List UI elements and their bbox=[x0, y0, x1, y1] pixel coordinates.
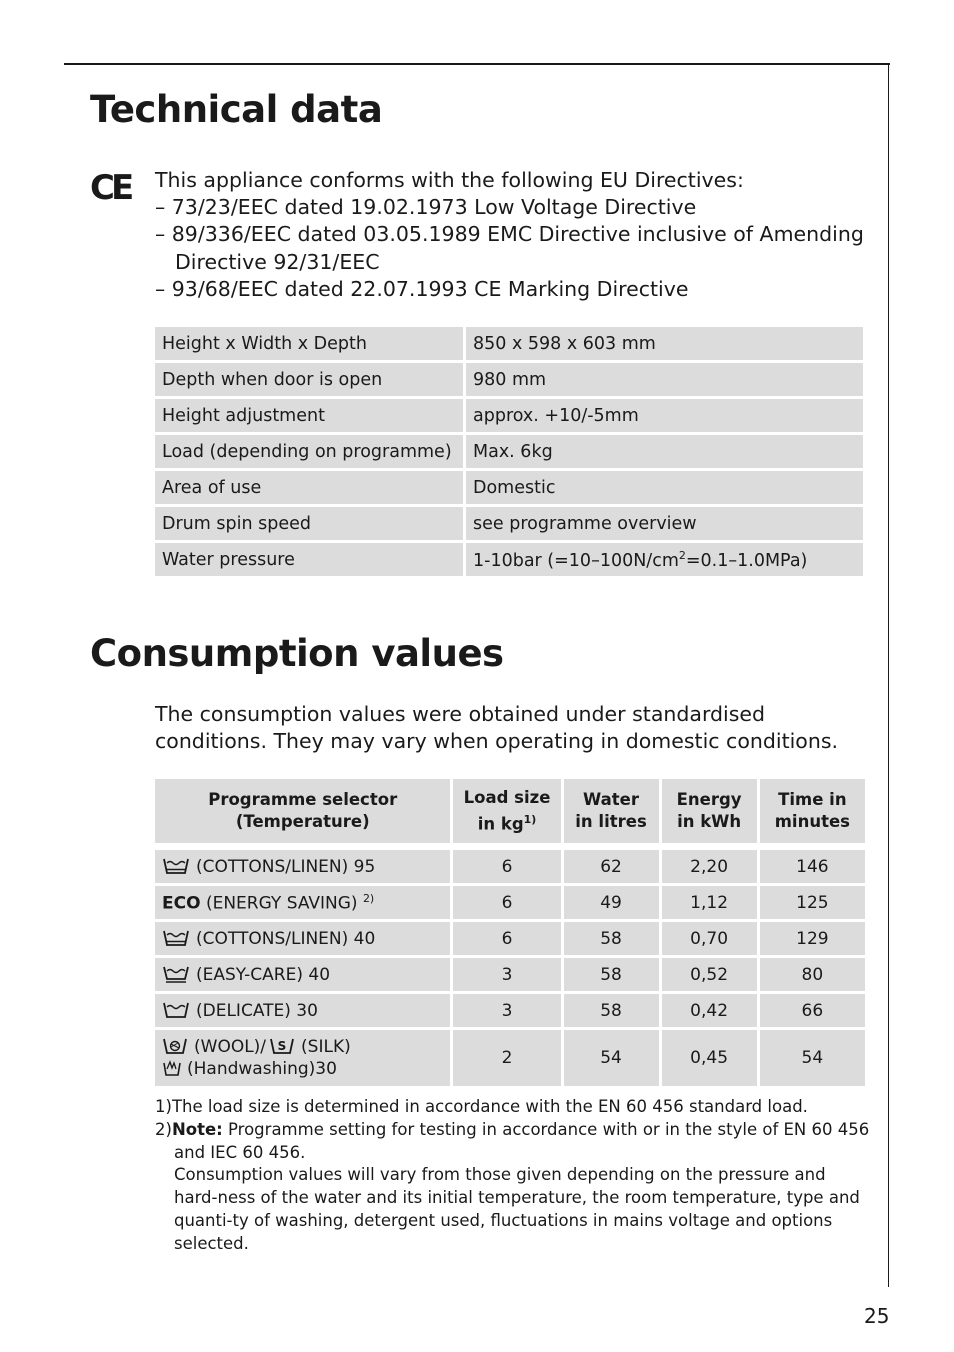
technical-data-table bbox=[155, 324, 863, 579]
technical-data-title: Technical data bbox=[90, 88, 383, 131]
footnote-1 bbox=[155, 1096, 870, 1119]
side-rule bbox=[888, 63, 889, 1287]
spec-label: Height x Width x Depth bbox=[155, 327, 466, 360]
spec-value: see programme overview bbox=[466, 507, 863, 540]
spec-value: 980 mm bbox=[466, 363, 863, 396]
water-value: 54 bbox=[561, 1030, 659, 1086]
table-row bbox=[155, 922, 865, 955]
table-row bbox=[155, 399, 863, 432]
programme-name: (COTTONS/LINEN) 95 bbox=[196, 856, 376, 877]
spec-value bbox=[466, 543, 863, 576]
pressure-exponent: 2 bbox=[678, 548, 686, 562]
directives-lead: This appliance conforms with the following EU Directives: bbox=[155, 168, 744, 192]
time-value: 125 bbox=[757, 886, 865, 919]
spec-label: Load (depending on programme) bbox=[155, 435, 466, 468]
water-value: 58 bbox=[561, 922, 659, 955]
water-value: 62 bbox=[561, 850, 659, 883]
header-text: Time in bbox=[778, 790, 847, 809]
energy-value: 0,52 bbox=[659, 958, 757, 991]
table-row bbox=[155, 471, 863, 504]
footnote-text: Consumption values will vary from those given depending on the pressure and hard-ness of the water and its initial temperature, the room temperature, type and quanti-ty of washing, detergent used, fluctuations in mains voltage and options selected. bbox=[174, 1165, 860, 1253]
consumption-intro: The consumption values were obtained under standardised conditions. They may vary when operating in domestic conditions. bbox=[155, 702, 839, 754]
load-value: 3 bbox=[450, 994, 560, 1027]
water-value: 58 bbox=[561, 994, 659, 1027]
consumption-values-title: Consumption values bbox=[90, 632, 504, 675]
footnotes bbox=[155, 1096, 870, 1256]
energy-value: 0,45 bbox=[659, 1030, 757, 1086]
col-load bbox=[450, 779, 560, 847]
energy-value: 2,20 bbox=[659, 850, 757, 883]
programme-name: (DELICATE) 30 bbox=[196, 1000, 318, 1021]
header-text: in kWh bbox=[677, 812, 742, 831]
directive-item: – 73/23/EEC dated 19.02.1973 Low Voltage Directive bbox=[155, 195, 697, 220]
cottons-wash-icon bbox=[162, 929, 190, 947]
programme-cell bbox=[155, 922, 450, 955]
col-time bbox=[757, 779, 865, 847]
table-row bbox=[155, 363, 863, 396]
spec-value: approx. +10/-5mm bbox=[466, 399, 863, 432]
programme-name: (SILK) bbox=[301, 1037, 351, 1057]
header-text: Programme selector bbox=[208, 790, 398, 809]
svg-text:S: S bbox=[277, 1039, 287, 1053]
consumption-table bbox=[155, 776, 865, 1089]
footnote-number: 2) bbox=[155, 1119, 172, 1139]
water-value: 49 bbox=[561, 886, 659, 919]
programme-cell bbox=[155, 958, 450, 991]
pressure-value-pre: 1-10bar (=10–100N/cm bbox=[473, 550, 679, 571]
programme-cell bbox=[155, 850, 450, 883]
programme-name: (ENERGY SAVING) bbox=[200, 893, 363, 914]
table-header-row bbox=[155, 779, 865, 847]
spec-label: Depth when door is open bbox=[155, 363, 466, 396]
time-value: 129 bbox=[757, 922, 865, 955]
table-row bbox=[155, 958, 865, 991]
col-energy bbox=[659, 779, 757, 847]
spec-label: Height adjustment bbox=[155, 399, 466, 432]
note-label: Note: bbox=[171, 1119, 223, 1139]
header-text: (Temperature) bbox=[235, 812, 370, 831]
eco-label: ECO bbox=[162, 893, 201, 914]
energy-value: 1,12 bbox=[659, 886, 757, 919]
programme-name: (EASY-CARE) 40 bbox=[196, 964, 331, 985]
easy-care-wash-icon bbox=[162, 965, 190, 983]
load-value: 6 bbox=[450, 886, 560, 919]
top-rule bbox=[64, 63, 890, 65]
footnote-2 bbox=[155, 1119, 870, 1256]
spec-value: Max. 6kg bbox=[466, 435, 863, 468]
header-text: in litres bbox=[575, 812, 647, 831]
table-row bbox=[155, 543, 863, 576]
energy-value: 0,42 bbox=[659, 994, 757, 1027]
load-value: 3 bbox=[450, 958, 560, 991]
spec-label: Water pressure bbox=[155, 543, 466, 576]
programme-name: (COTTONS/LINEN) 40 bbox=[196, 928, 376, 949]
programme-name: (Handwashing)30 bbox=[187, 1059, 337, 1079]
programme-cell bbox=[155, 886, 450, 919]
programme-cell bbox=[155, 994, 450, 1027]
table-row bbox=[155, 507, 863, 540]
time-value: 80 bbox=[757, 958, 865, 991]
col-water bbox=[561, 779, 659, 847]
col-programme bbox=[155, 779, 450, 847]
load-value: 6 bbox=[450, 922, 560, 955]
footnote-ref: 1) bbox=[523, 812, 537, 826]
header-text: Water bbox=[583, 790, 640, 809]
energy-value: 0,70 bbox=[659, 922, 757, 955]
header-text: Energy bbox=[676, 790, 742, 809]
table-row bbox=[155, 886, 865, 919]
header-text: Load size bbox=[463, 787, 551, 807]
water-value: 58 bbox=[561, 958, 659, 991]
footnote-text: Programme setting for testing in accordance with or in the style of EN 60 456 and IEC 60 456. bbox=[174, 1119, 870, 1162]
table-row bbox=[155, 1030, 865, 1086]
footnote-text: The load size is determined in accordance with the EN 60 456 standard load. bbox=[171, 1097, 808, 1116]
ce-mark-icon: CE bbox=[90, 168, 131, 208]
header-text: in kg bbox=[477, 814, 524, 834]
cottons-wash-icon bbox=[162, 857, 190, 875]
page-number: 25 bbox=[864, 1304, 890, 1328]
pressure-value-post: =0.1–1.0MPa) bbox=[685, 550, 808, 571]
time-value: 146 bbox=[757, 850, 865, 883]
footnote-ref: 2) bbox=[362, 891, 375, 905]
table-row bbox=[155, 850, 865, 883]
directives-intro bbox=[155, 167, 875, 303]
spec-label: Area of use bbox=[155, 471, 466, 504]
programme-name: (WOOL)/ bbox=[194, 1037, 267, 1057]
time-value: 54 bbox=[757, 1030, 865, 1086]
load-value: 6 bbox=[450, 850, 560, 883]
handwash-icon bbox=[162, 1059, 182, 1077]
table-row bbox=[155, 994, 865, 1027]
wool-icon bbox=[162, 1037, 188, 1055]
directive-item: – 93/68/EEC dated 22.07.1993 CE Marking Directive bbox=[155, 276, 689, 301]
header-text: minutes bbox=[774, 812, 850, 831]
spec-label: Drum spin speed bbox=[155, 507, 466, 540]
spec-value: Domestic bbox=[466, 471, 863, 504]
programme-cell bbox=[155, 1030, 450, 1086]
table-row bbox=[155, 435, 863, 468]
directive-item: – 89/336/EEC dated 03.05.1989 EMC Directive inclusive of Amending Directive 92/31/EEC bbox=[155, 222, 864, 274]
time-value: 66 bbox=[757, 994, 865, 1027]
spec-value: 850 x 598 x 603 mm bbox=[466, 327, 863, 360]
table-row bbox=[155, 327, 863, 360]
footnote-number: 1) bbox=[155, 1097, 172, 1116]
load-value: 2 bbox=[450, 1030, 560, 1086]
delicate-wash-icon bbox=[162, 1001, 190, 1019]
silk-icon bbox=[269, 1037, 295, 1055]
